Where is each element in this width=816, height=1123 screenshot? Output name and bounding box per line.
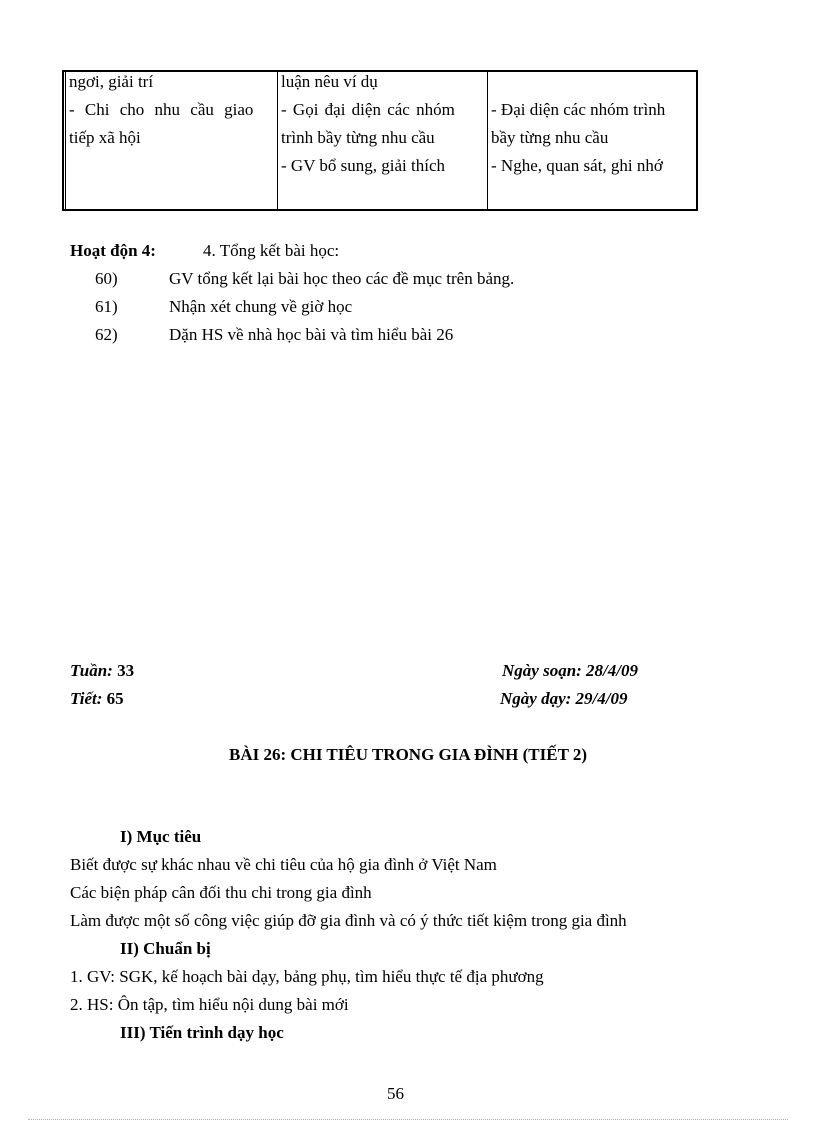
table-col-student — [488, 72, 696, 209]
lesson-title: BÀI 26: CHI TIÊU TRONG GIA ĐÌNH (TIẾT 2) — [228, 745, 588, 764]
table-cell: bầy từng nhu cầu — [491, 128, 609, 147]
process-heading: III) Tiến trình dạy học — [120, 1023, 284, 1042]
period-label: Tiết: — [70, 689, 103, 708]
table-cell: - Nghe, quan sát, ghi nhớ — [491, 156, 663, 175]
teach-date: Ngày dạy: 29/4/09 — [500, 689, 628, 708]
objective-line: Các biện pháp cân đối thu chi trong gia đình — [70, 883, 372, 902]
table-cell: luận nêu ví dụ — [281, 72, 378, 91]
footer-divider — [28, 1119, 788, 1120]
activity4-title: 4. Tổng kết bài học: — [203, 241, 340, 260]
preparation-line: 2. HS: Ôn tập, tìm hiểu nội dung bài mới — [70, 995, 349, 1014]
table-col-teacher — [278, 72, 488, 209]
objective-line: Làm được một số công việc giúp đỡ gia đình và có ý thức tiết kiệm trong gia đình — [70, 911, 627, 930]
table-cell: tiếp xã hội — [69, 128, 141, 147]
list-item: Nhận xét chung về giờ học — [169, 297, 353, 316]
list-item: Dặn HS về nhà học bài và tìm hiểu bài 26 — [169, 325, 454, 344]
page-number: 56 — [387, 1084, 404, 1103]
list-item-number: 60) — [95, 269, 118, 288]
table-cell: - Đại diện các nhóm trình — [491, 100, 666, 119]
list-item-number: 61) — [95, 297, 118, 316]
table-cell: ngơi, giải trí — [69, 72, 154, 91]
table-cell: - GV bổ sung, giải thích — [281, 156, 446, 175]
table-cell: trình bầy từng nhu cầu — [281, 128, 435, 147]
table-cell: - Gọi đại diện các nhóm — [281, 100, 455, 119]
period-info — [70, 689, 124, 709]
prep-date: Ngày soạn: 28/4/09 — [502, 661, 638, 680]
table-cell-text: - Chi cho nhu cầu giao — [69, 100, 254, 119]
table-col-content — [65, 72, 278, 209]
week-info — [70, 661, 134, 681]
activity4-label: Hoạt độn 4: — [70, 241, 156, 260]
objective-line: Biết được sự khác nhau về chi tiêu của hộ gia đình ở Việt Nam — [70, 855, 497, 874]
list-item: GV tổng kết lại bài học theo các đề mục trên bảng. — [169, 269, 515, 288]
list-item-number: 62) — [95, 325, 118, 344]
week-value: 33 — [117, 661, 135, 680]
table-cell — [488, 68, 696, 96]
preparation-line: 1. GV: SGK, kế hoạch bài dạy, bảng phụ, tìm hiểu thực tế địa phương — [70, 967, 544, 986]
objectives-heading: I) Mục tiêu — [120, 827, 202, 846]
week-label: Tuần: — [70, 661, 113, 680]
activity-table — [62, 70, 698, 211]
table-cell — [66, 96, 277, 124]
period-value: 65 — [106, 689, 124, 708]
preparation-heading: II) Chuẩn bị — [120, 939, 211, 958]
